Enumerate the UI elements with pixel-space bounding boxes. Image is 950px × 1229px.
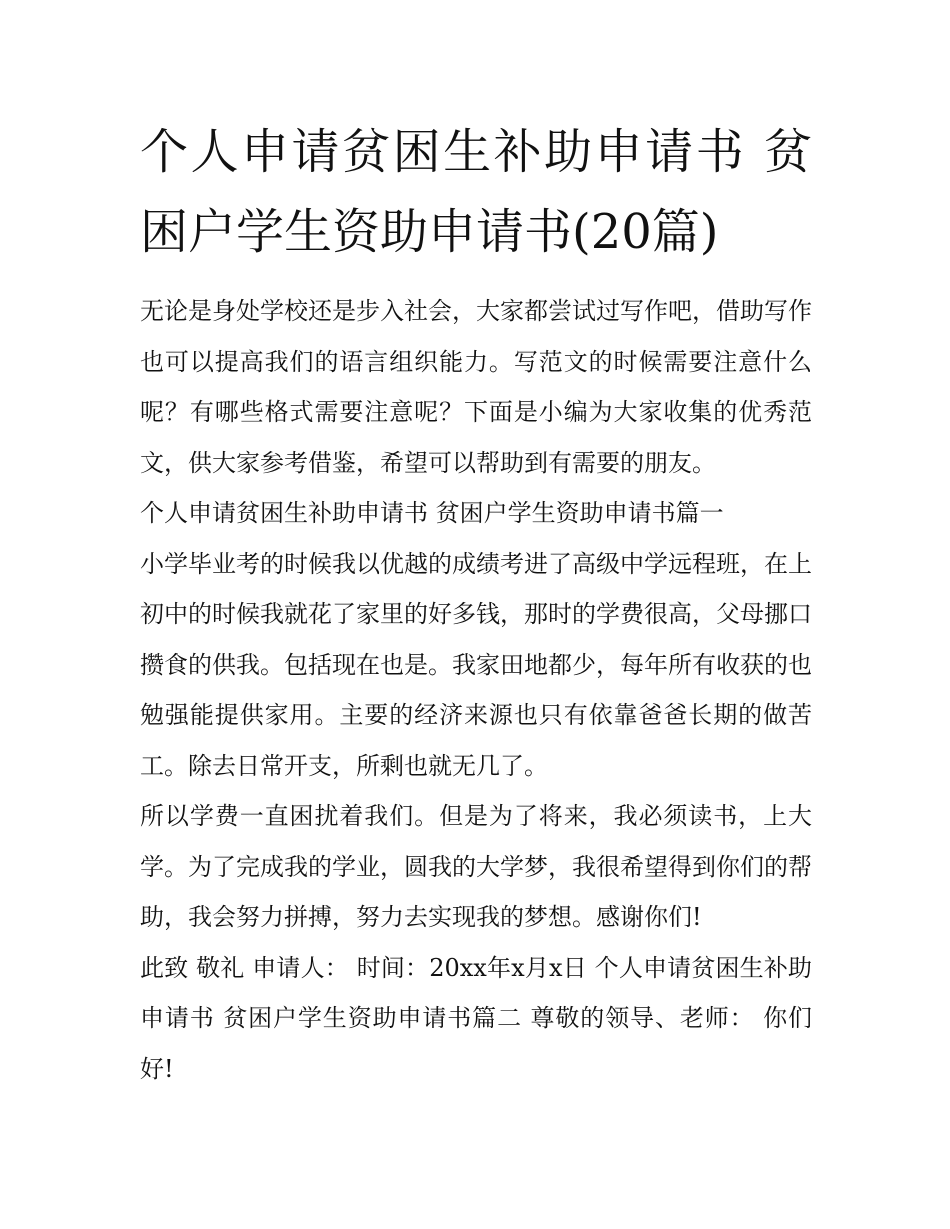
section-heading-1: 个人申请贫困生补助申请书 贫困户学生资助申请书篇一: [140, 499, 724, 527]
intro-paragraph: 无论是身处学校还是步入社会，大家都尝试过写作吧，借助写作也可以提高我们的语言组织能力。写范文的时候需要注意什么呢？有哪些格式需要注意呢？下面是小编为大家收集的优秀范文，供大家参考借鉴，希望可以帮助到有需要的朋友。: [140, 297, 812, 477]
body-paragraph: 所以学费一直困扰着我们。但是为了将来，我必须读书，上大学。为了完成我的学业，圆我的大学梦，我很希望得到你们的帮助，我会努力拼搏，努力去实现我的梦想。感谢你们!: [140, 802, 812, 931]
document-title: 个人申请贫困生补助申请书 贫困户学生资助申请书(20篇): [140, 124, 812, 260]
body-paragraph: 小学毕业考的时候我以优越的成绩考进了高级中学远程班，在上初中的时候我就花了家里的好多钱，那时的学费很高，父母挪口攒食的供我。包括现在也是。我家田地都少，每年所有收获的也勉强能提供家用。主要的经济来源也只有依靠爸爸长期的做苦工。除去日常开支，所剩也就无几了。: [140, 549, 812, 780]
closing-paragraph: 此致 敬礼 申请人： 时间：20xx年x月x日 个人申请贫困生补助申请书 贫困户学生资助申请书篇二 尊敬的领导、老师： 你们好!: [140, 953, 812, 1083]
document-page: [140, 112, 812, 1094]
